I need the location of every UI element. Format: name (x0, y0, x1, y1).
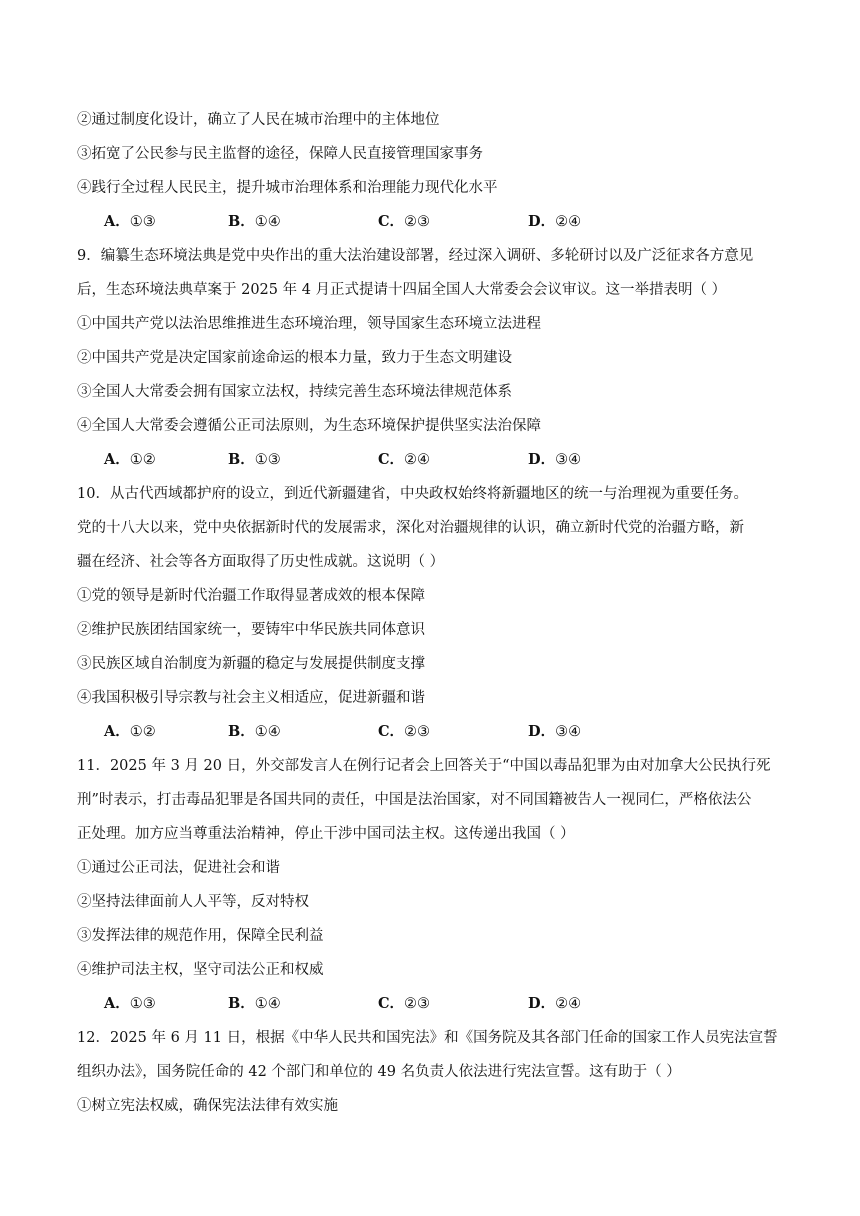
option-letter: D． (528, 213, 556, 230)
q10-option-d[interactable] (528, 722, 581, 742)
q11-stem-line-3: 正处理。加方应当尊重法治精神，停止干涉中国司法主权。这传递出我国（ ） (77, 826, 575, 842)
option-text: ②④ (555, 996, 582, 1012)
q8-option-b[interactable] (228, 212, 281, 232)
option-text: ①③ (129, 214, 156, 230)
q10-choice-2: ②维护民族团结国家统一，要铸牢中华民族共同体意识 (77, 622, 425, 638)
q11-stem-line-1: 11．2025 年 3 月 20 日，外交部发言人在例行记者会上回答关于“中国以毒品犯罪为由对加拿大公民执行死 (77, 758, 771, 774)
q8-choice-2: ②通过制度化设计，确立了人民在城市治理中的主体地位 (77, 112, 440, 128)
option-letter: C． (378, 723, 405, 740)
q11-option-d[interactable] (528, 994, 581, 1014)
q9-choice-4: ④全国人大常委会遵循公正司法原则，为生态环境保护提供坚实法治保障 (77, 418, 541, 434)
q9-option-d[interactable] (528, 450, 581, 470)
q10-options (104, 722, 798, 742)
q10-stem-line-3: 疆在经济、社会等各方面取得了历史性成就。这说明（ ） (77, 554, 445, 570)
q11-choice-3: ③发挥法律的规范作用，保障全民利益 (77, 928, 324, 944)
q10-stem-line-2: 党的十八大以来，党中央依据新时代的发展需求，深化对治疆规律的认识，确立新时代党的治疆方略，新 (77, 520, 744, 536)
option-letter: C． (378, 995, 405, 1012)
option-letter: C． (378, 213, 405, 230)
option-text: ②③ (404, 996, 431, 1012)
q11-choice-1: ①通过公正司法，促进社会和谐 (77, 860, 280, 876)
option-letter: A． (104, 213, 130, 230)
q10-option-a[interactable] (104, 722, 156, 742)
option-letter: D． (528, 995, 556, 1012)
option-letter: A． (104, 723, 130, 740)
q9-choice-3: ③全国人大常委会拥有国家立法权，持续完善生态环境法律规范体系 (77, 384, 512, 400)
q10-stem-line-1: 10．从古代西域都护府的设立，到近代新疆建省，中央政权始终将新疆地区的统一与治理视为重要任务。 (77, 486, 748, 502)
q12-choice-1: ①树立宪法权威，确保宪法法律有效实施 (77, 1098, 338, 1114)
q11-options (104, 994, 798, 1014)
q11-option-b[interactable] (228, 994, 281, 1014)
q8-option-c[interactable] (378, 212, 430, 232)
q9-option-b[interactable] (228, 450, 281, 470)
option-letter: A． (104, 451, 130, 468)
q9-option-a[interactable] (104, 450, 156, 470)
option-text: ①② (129, 724, 156, 740)
q10-choice-4: ④我国积极引导宗教与社会主义相适应，促进新疆和谐 (77, 690, 425, 706)
option-letter: B． (228, 451, 255, 468)
option-letter: D． (528, 723, 556, 740)
option-text: ②③ (404, 724, 431, 740)
option-text: ③④ (555, 452, 582, 468)
option-letter: C． (378, 451, 405, 468)
option-letter: B． (228, 995, 255, 1012)
q8-choice-4: ④践行全过程人民民主，提升城市治理体系和治理能力现代化水平 (77, 180, 498, 196)
option-text: ①④ (254, 214, 281, 230)
option-text: ①④ (254, 724, 281, 740)
option-text: ②④ (555, 214, 582, 230)
q9-stem-line-2: 后，生态环境法典草案于 2025 年 4 月正式提请十四届全国人大常委会会议审议。这一举措表明（ ） (77, 282, 727, 298)
q10-choice-3: ③民族区域自治制度为新疆的稳定与发展提供制度支撑 (77, 656, 425, 672)
q9-choice-1: ①中国共产党以法治思维推进生态环境治理，领导国家生态环境立法进程 (77, 316, 541, 332)
option-letter: B． (228, 723, 255, 740)
q8-option-a[interactable] (104, 212, 156, 232)
q9-option-c[interactable] (378, 450, 430, 470)
q10-option-b[interactable] (228, 722, 281, 742)
q11-option-a[interactable] (104, 994, 156, 1014)
q11-choice-2: ②坚持法律面前人人平等，反对特权 (77, 894, 309, 910)
q11-choice-4: ④维护司法主权，坚守司法公正和权威 (77, 962, 324, 978)
option-text: ①② (129, 452, 156, 468)
option-letter: B． (228, 213, 255, 230)
option-letter: D． (528, 451, 556, 468)
q9-options (104, 450, 798, 470)
q12-stem-line-1: 12．2025 年 6 月 11 日，根据《中华人民共和国宪法》和《国务院及其各部门任命的国家工作人员宪法宣誓 (77, 1030, 778, 1046)
option-text: ①③ (254, 452, 281, 468)
q8-option-d[interactable] (528, 212, 581, 232)
q9-choice-2: ②中国共产党是决定国家前途命运的根本力量，致力于生态文明建设 (77, 350, 512, 366)
q12-stem-line-2: 组织办法》，国务院任命的 42 个部门和单位的 49 名负责人依法进行宪法宣誓。这有助于（ ） (77, 1064, 681, 1080)
q8-options (104, 212, 798, 232)
q11-stem-line-2: 刑”时表示，打击毒品犯罪是各国共同的责任，中国是法治国家，对不同国籍被告人一视同仁，严格依法公 (77, 792, 752, 808)
q11-option-c[interactable] (378, 994, 430, 1014)
option-text: ①③ (129, 996, 156, 1012)
q10-option-c[interactable] (378, 722, 430, 742)
option-text: ③④ (555, 724, 582, 740)
q10-choice-1: ①党的领导是新时代治疆工作取得显著成效的根本保障 (77, 588, 425, 604)
q9-stem-line-1: 9．编纂生态环境法典是党中央作出的重大法治建设部署，经过深入调研、多轮研讨以及广泛征求各方意见 (77, 248, 754, 264)
option-text: ①④ (254, 996, 281, 1012)
option-letter: A． (104, 995, 130, 1012)
option-text: ②④ (404, 452, 431, 468)
option-text: ②③ (404, 214, 431, 230)
q8-choice-3: ③拓宽了公民参与民主监督的途径，保障人民直接管理国家事务 (77, 146, 483, 162)
